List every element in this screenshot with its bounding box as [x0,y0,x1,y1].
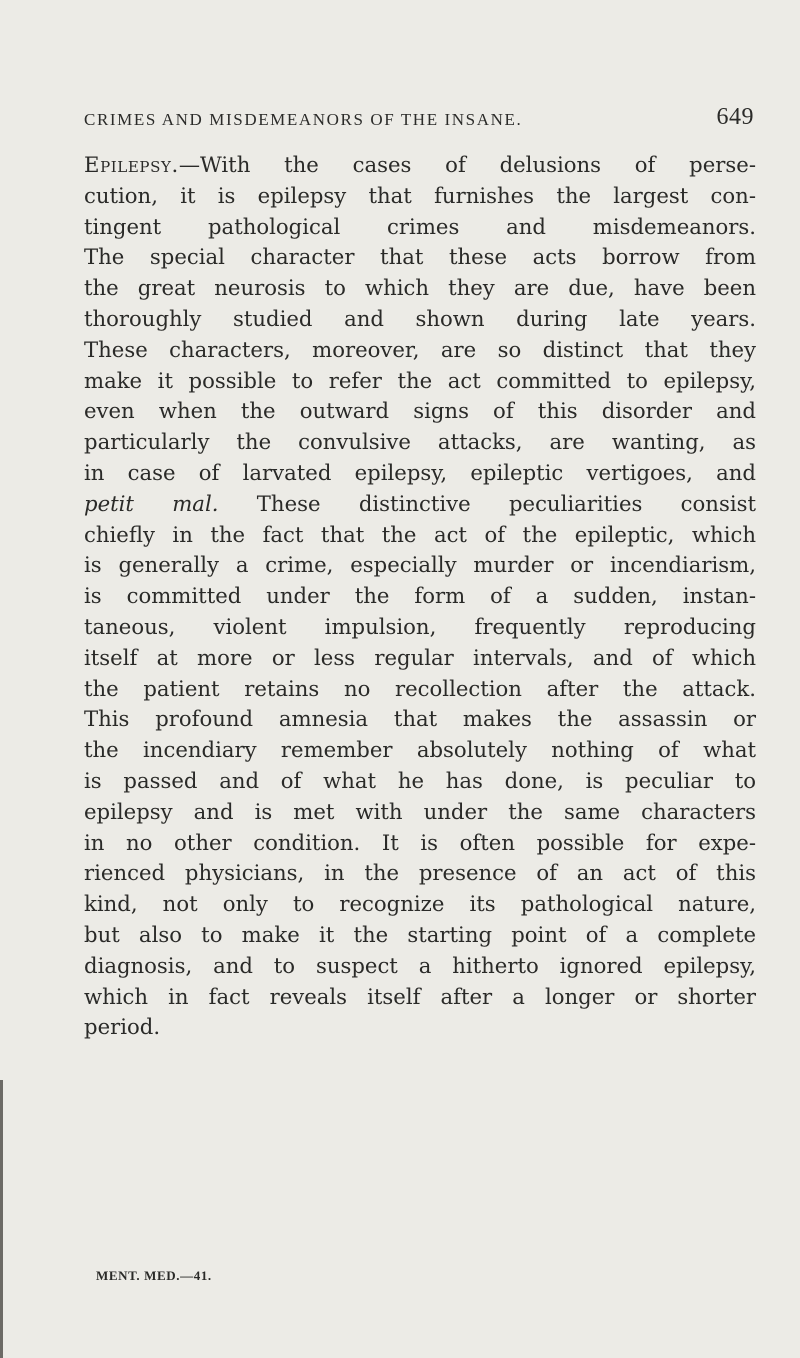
text-line [84,489,756,520]
text-line: particularly the convulsive attacks, are wanting, as [84,429,756,455]
text-line: rienced physicians, in the presence of an act of this [84,860,756,886]
text-line: make it possible to refer the act committed to epilepsy, [84,367,756,393]
italic-term: petit mal. [84,490,219,516]
text-line: is committed under the form of a sudden, instan- [84,583,756,609]
section-heading: Epilepsy. [84,152,179,177]
text-line: This profound amnesia that makes the assassin or [84,706,756,732]
text-line: is generally a crime, especially murder or incendiarism, [84,552,756,578]
text-line: the great neurosis to which they are due, have been [84,275,756,301]
text-line: even when the outward signs of this disorder and [84,398,756,424]
text-line: tingent pathological crimes and misdemeanors. [84,213,756,239]
text-line: thoroughly studied and shown during late years. [84,305,756,331]
text-line-content: —With the cases of delusions of perse- [178,152,756,177]
text-line: itself at more or less regular intervals, and of which [84,644,756,670]
text-line: cution, it is epilepsy that furnishes the largest con- [84,182,756,208]
text-line: chiefly in the fact that the act of the epileptic, which [84,521,756,547]
text-line: The special character that these acts borrow from [84,244,756,270]
text-line: the patient retains no recollection after the attack. [84,675,756,701]
running-head-title: CRIMES AND MISDEMEANORS OF THE INSANE. [84,110,523,129]
text-line-content: These distinctive peculiarities consist [256,490,756,516]
text-line: kind, not only to recognize its pathological nature, [84,891,756,917]
text-line: the incendiary remember absolutely nothing of what [84,737,756,763]
text-line: period. [84,1014,161,1040]
text-line: which in fact reveals itself after a longer or shorter [84,983,756,1009]
text-line: in case of larvated epilepsy, epileptic vertigoes, and [84,459,756,485]
page-number: 649 [716,104,754,130]
text-line: These characters, moreover, are so distinct that they [84,336,756,362]
text-line [84,150,756,181]
running-head [84,104,754,130]
text-line: but also to make it the starting point of a complete [84,921,756,947]
text-line: epilepsy and is met with under the same characters [84,798,756,824]
text-line: is passed and of what he has done, is peculiar to [84,767,756,793]
text-line: diagnosis, and to suspect a hitherto ignored epilepsy, [84,952,756,978]
signature-mark: MENT. MED.—41. [96,1268,212,1283]
text-line: taneous, violent impulsion, frequently reproducing [84,613,756,639]
body-paragraph [84,150,756,1043]
text-line: in no other condition. It is often possible for expe- [84,829,756,855]
page-edge-shadow [0,1080,3,1358]
